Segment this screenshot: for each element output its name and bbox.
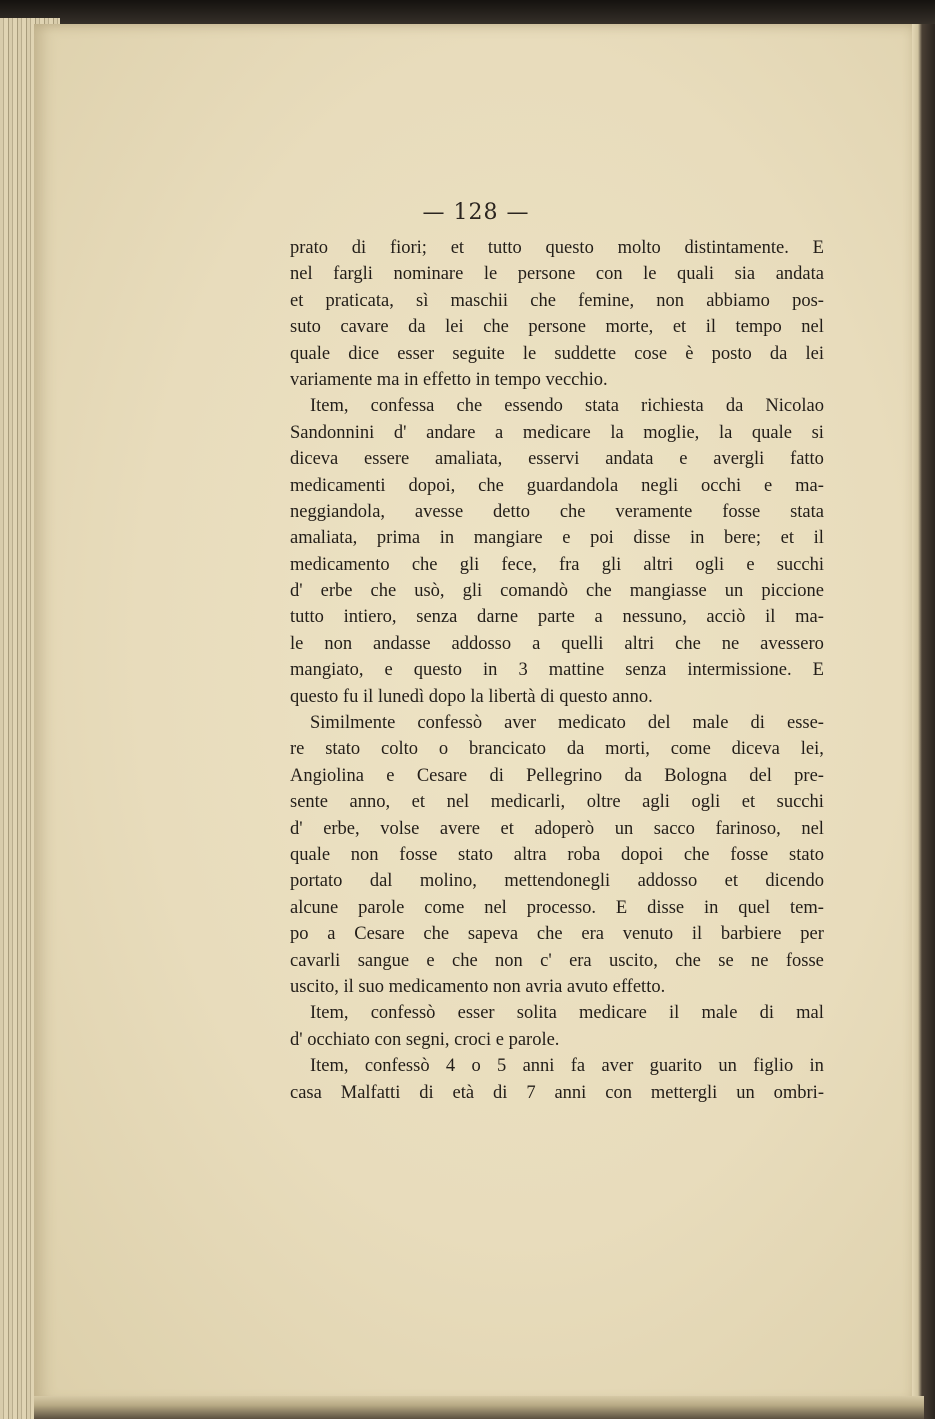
text-line: quale non fosse stato altra roba dopoi che fosse stato <box>290 844 824 865</box>
text-line: Angiolina e Cesare di Pellegrino da Bologna del pre- <box>290 765 824 786</box>
text-line: Similmente confessò aver medicato del male di esse- <box>310 713 824 734</box>
text-line: le non andasse addosso a quelli altri che ne avessero <box>290 633 824 654</box>
text-line: suto cavare da lei che persone morte, et il tempo nel <box>290 317 824 338</box>
text-line: d' erbe, volse avere et adoperò un sacco farinoso, nel <box>290 818 824 839</box>
text-line: amaliata, prima in mangiare e poi disse in bere; et il <box>290 528 824 549</box>
text-line: d' erbe che usò, gli comandò che mangiasse un piccione <box>290 581 824 602</box>
text-line: neggiandola, avesse detto che veramente fosse stata <box>290 501 824 522</box>
text-line: Item, confessò esser solita medicare il male di mal <box>310 1003 824 1024</box>
page-number: — 128 — <box>422 200 530 225</box>
text-line: portato dal molino, mettendonegli addosso et dicendo <box>290 871 824 892</box>
text-line: po a Cesare che sapeva che era venuto il barbiere per <box>290 924 824 945</box>
text-line: mangiato, e questo in 3 mattine senza intermissione. E <box>290 660 824 681</box>
text-line: diceva essere amaliata, esservi andata e avergli fatto <box>290 449 824 470</box>
book-page <box>34 24 918 1404</box>
text-line: d' occhiato con segni, croci e parole. <box>290 1029 560 1050</box>
text-line: prato di fiori; et tutto questo molto distintamente. E <box>290 238 824 258</box>
text-line: casa Malfatti di età di 7 anni con mettergli un ombri- <box>290 1082 824 1103</box>
text-line: variamente ma in effetto in tempo vecchio. <box>290 369 608 390</box>
text-line: medicamento che gli fece, fra gli altri ogli e succhi <box>290 554 824 575</box>
text-line: sente anno, et nel medicarli, oltre agli ogli et succhi <box>290 792 824 813</box>
text-line: nel fargli nominare le persone con le quali sia andata <box>290 264 824 285</box>
text-line: re stato colto o brancicato da morti, come diceva lei, <box>290 739 824 760</box>
text-line: uscito, il suo medicamento non avria avuto effetto. <box>290 976 666 997</box>
body-text <box>290 235 824 1106</box>
text-line: Item, confessa che essendo stata richiesta da Nicolao <box>310 396 824 417</box>
text-line: Item, confessò 4 o 5 anni fa aver guarito un figlio in <box>310 1056 824 1077</box>
text-line: medicamenti dopoi, che guardandola negli occhi e ma- <box>290 475 824 496</box>
text-line: Sandonnini d' andare a medicare la moglie, la quale si <box>290 422 824 443</box>
text-line: cavarli sangue e che non c' era uscito, che se ne fosse <box>290 950 824 971</box>
text-line: tutto intiero, senza darne parte a nessuno, acciò il ma- <box>290 607 824 628</box>
text-line: questo fu il lunedì dopo la libertà di questo anno. <box>290 686 653 707</box>
text-line: alcune parole come nel processo. E disse in quel tem- <box>290 897 824 918</box>
text-line: et praticata, sì maschii che femine, non abbiamo pos- <box>290 290 824 311</box>
right-page-edge <box>912 24 935 1419</box>
bottom-page-edge <box>34 1396 924 1419</box>
text-line: quale dice esser seguite le suddette cose è posto da lei <box>290 343 824 364</box>
